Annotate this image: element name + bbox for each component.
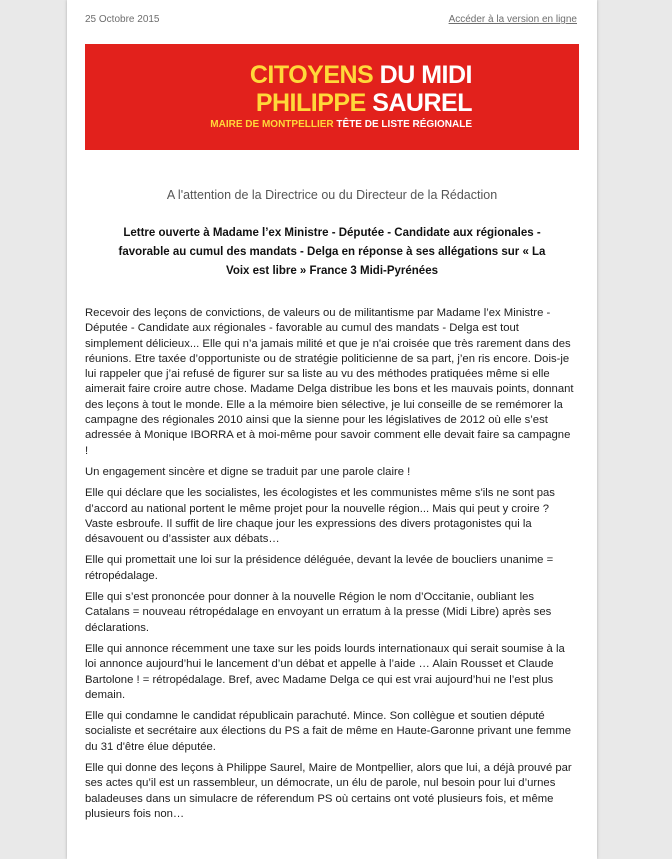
letter-headline: Lettre ouverte à Madame l’ex Ministre - Députée - Candidate aux régionales - favorable au cumul des mandats - Delga en réponse à ses allégations sur « La Voix est libre » France 3 Midi-Pyrénées <box>118 227 546 277</box>
letter-body <box>85 306 575 828</box>
paragraph: Elle qui déclare que les socialistes, les écologistes et les communistes même s'ils ne sont pas d’accord au national portent le même projet pour la nouvelle région... Mais qui peut y croire ? Vaste esbroufe. Il suffit de lire chaque jour les expressions des divers protagonistes qui la désavouent ou d’assister aux débats… <box>85 487 555 546</box>
banner-line-2 <box>256 89 472 117</box>
attention-line: A l'attention de la Directrice ou du Directeur de la Rédaction <box>166 188 498 202</box>
email-date: 25 Octobre 2015 <box>85 14 160 25</box>
paragraph: Elle qui condamne le candidat républicain parachuté. Mince. Son collègue et soutien député socialiste et secrétaire aux élections du PS a fait de même en Haute-Garonne privant une femme du 31 d'être élue députée. <box>85 710 572 753</box>
banner-saurel: SAUREL <box>372 89 472 117</box>
paragraph: Un engagement sincère et digne se traduit par une parole claire ! <box>85 465 411 478</box>
banner-logo <box>85 44 579 150</box>
paragraph: Elle qui annonce récemment une taxe sur les poids lourds internationaux qui serait soumise à la loi annonce aujourd’hui le lancement d’un débat et appelle à l’aide … Alain Rousset et Claude Bartolone ! = rétropédalage. Bref, avec Madame Delga ce qui est vrai aujourd’hui ne l’est plus demain. <box>85 642 565 701</box>
paragraph: Elle qui promettait une loi sur la présidence déléguée, devant la levée de boucliers unanime = rétropédalage. <box>85 554 554 582</box>
banner-line-3 <box>210 119 472 130</box>
banner-citoyens: CITOYENS <box>249 61 380 89</box>
online-version-link[interactable]: Accéder à la version en ligne <box>448 14 577 25</box>
banner-tete-de-liste: TÊTE DE LISTE RÉGIONALE <box>336 119 472 130</box>
paragraph: Elle qui donne des leçons à Philippe Saurel, Maire de Montpellier, alors que lui, a déjà prouvé par ses actes qu’il est un rassembleur, un démocrate, un élu de parole, nul besoin pour lui d’urnes baladeuses dans un simulacre de réferendum PS où certains ont voté plusieurs fois, et même plusieurs fois non… <box>85 762 572 820</box>
paragraph: Recevoir des leçons de convictions, de valeurs ou de militantisme par Madame l’ex Ministre - Députée - Candidate aux régionales - favorable au cumul des mandats - Delga est tout simplement délicieux... Elle qui n’a jamais milité et que je n'ai croisée que très rarement dans des réunions. Etre taxée d’opportuniste ou de stratégie politicienne de sa part, j’en ris encore. Dois-je lui rappeler que j’ai refusé de figurer sur sa liste au vu des méthodes pratiquées même si elle aimerait faire croire autre chose. Madame Delga distribue les bons et les mauvais points, donnant des leçons à tout le monde. Elle a la mémoire bien sélective, je lui conseille de se remémorer la campagne des régionales 2010 ainsi que la sienne pour les législatives de 2012 où elle s’est adressée à Monique IBORRA et à moi-même pour savoir comment elle devait faire sa campagne ! <box>85 307 574 457</box>
banner-line-1 <box>250 61 472 89</box>
email-card <box>67 0 597 859</box>
email-header <box>85 14 577 25</box>
banner-du-midi: DU MIDI <box>379 61 472 89</box>
paragraph: Elle qui s’est prononcée pour donner à la nouvelle Région le nom d’Occitanie, oubliant les Catalans = nouveau rétropédalage en envoyant un erratum à la presse (Midi Libre) après ses déclarations. <box>85 591 552 634</box>
banner-philippe: PHILIPPE <box>255 89 373 117</box>
banner-maire: MAIRE DE MONTPELLIER <box>210 119 337 130</box>
